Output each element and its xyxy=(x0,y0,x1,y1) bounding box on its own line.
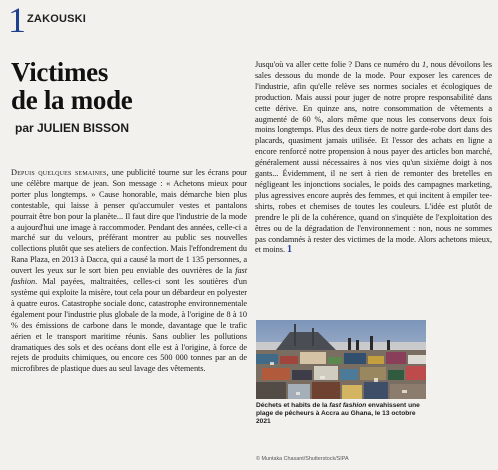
article-title xyxy=(11,58,251,114)
text-run: . Mal payées, maltraitées, celles-ci sont les soutières d'un système qui exploite la misère, tout cela pour un débardeur en polyester à quatre euros. Catastrophe sociale donc, catastrophe environnementale également pour l'industrie plus globale de la mode, à l'origine de 8 à 10 % des émissions de carbone dans le monde, davantage que le trafic aérien et le transport maritime réunis. Sans oublier les pollutions dramatiques des sols et des océans dont elle est à l'origine, à force de rejets de produits chimiques, ou encore ces 500 000 tonnes par an de microfibres de plastique dues au seul lavage des vêtements. xyxy=(11,277,247,374)
column-right xyxy=(255,60,492,256)
text-run: , nous dévoilons les sales dessous du monde de la mode. Pour exposer les carences de l'industrie, afin qu'elle relève ses normes sociales et écologiques de production. Mais aussi pour juger de notre propre responsabilité dans cette dérive. En quinze ans, notre consommation de vêtements a augmenté de 60 %, alors même que nous les conservons deux fois moins longtemps. Plus des deux tiers de notre garde-robe dort dans des placards, quasiment jamais utilisée. Et l'essor des achats en ligne a encore renforcé notre propension à nous payer des articles bon marché, généralement aussi nécessaires à nos vies qu'un sixième doigt à nos gants... Évidemment, il ne sert à rien de remonter des bretelles en négligeant les injonctions sociales, le poids des campagnes marketing, plus agressives encore auprès des femmes, et qui incitent à empiler tee-shirts, robes et chemises de toutes les couleurs. L'idée est plutôt de prendre le pli de la cohérence, quand on s'inquiète de l'exploitation des êtres ou de la dégradation de l'environnement : non, nous ne sommes pas condamnés à rester des victimes de la mode. Alors achetons mieux, et moins. xyxy=(255,60,492,255)
paragraph xyxy=(11,168,247,375)
byline: par JULIEN BISSON xyxy=(15,121,130,135)
caption-emphasis: fast fashion xyxy=(329,402,367,409)
beach-waste-photo xyxy=(256,320,426,399)
end-mark: 1 xyxy=(287,244,292,256)
photo-caption xyxy=(256,402,431,427)
title-line-2: de la mode xyxy=(11,85,133,115)
photo-credit: © Muntaka Chasant/Shutterstock/SIPA xyxy=(256,456,349,462)
text-run: , une publicité tourne sur les écrans pour une célèbre marque de jean. Son message : « Achetons mieux pour porter plus longtemps. » Cause honorable, mais démarche bien plus contestable, qui laisse à penser qu'accumuler vestes et pantalons pourrait être bon pour la planète... Il faut dire que l'industrie de la mode a aujourd'hui une image à raccommoder. Pendant des années, celle-ci a marché sur du velours, préférant montrer au public ses nouvelles collections plutôt que ses ateliers de confection. Mais l'effondrement du Rana Plaza, en 2013 à Dacca, qui a causé la mort de 1 135 personnes, a ouvert les yeux sur le sort bien peu enviable des ouvrières de la xyxy=(11,168,247,276)
column-left xyxy=(11,168,247,375)
caption-text: Déchets et habits de la xyxy=(256,402,330,409)
caption-text: envahissent une plage de pêcheurs à Accra au Ghana, le 13 octobre 2021 xyxy=(256,402,420,426)
title-line-1: Victimes xyxy=(11,57,109,87)
photo-illustration xyxy=(256,320,426,399)
paragraph xyxy=(255,60,492,256)
emphasis: fast fashion xyxy=(11,266,247,287)
rubric-number: 1 xyxy=(8,0,26,40)
lead-in: Depuis quelques semaines xyxy=(11,168,107,177)
text-run: Jusqu'où va aller cette folie ? Dans ce numéro du xyxy=(255,60,422,69)
rubric-label: ZAKOUSKI xyxy=(27,13,87,25)
emphasis: 1 xyxy=(421,60,427,69)
